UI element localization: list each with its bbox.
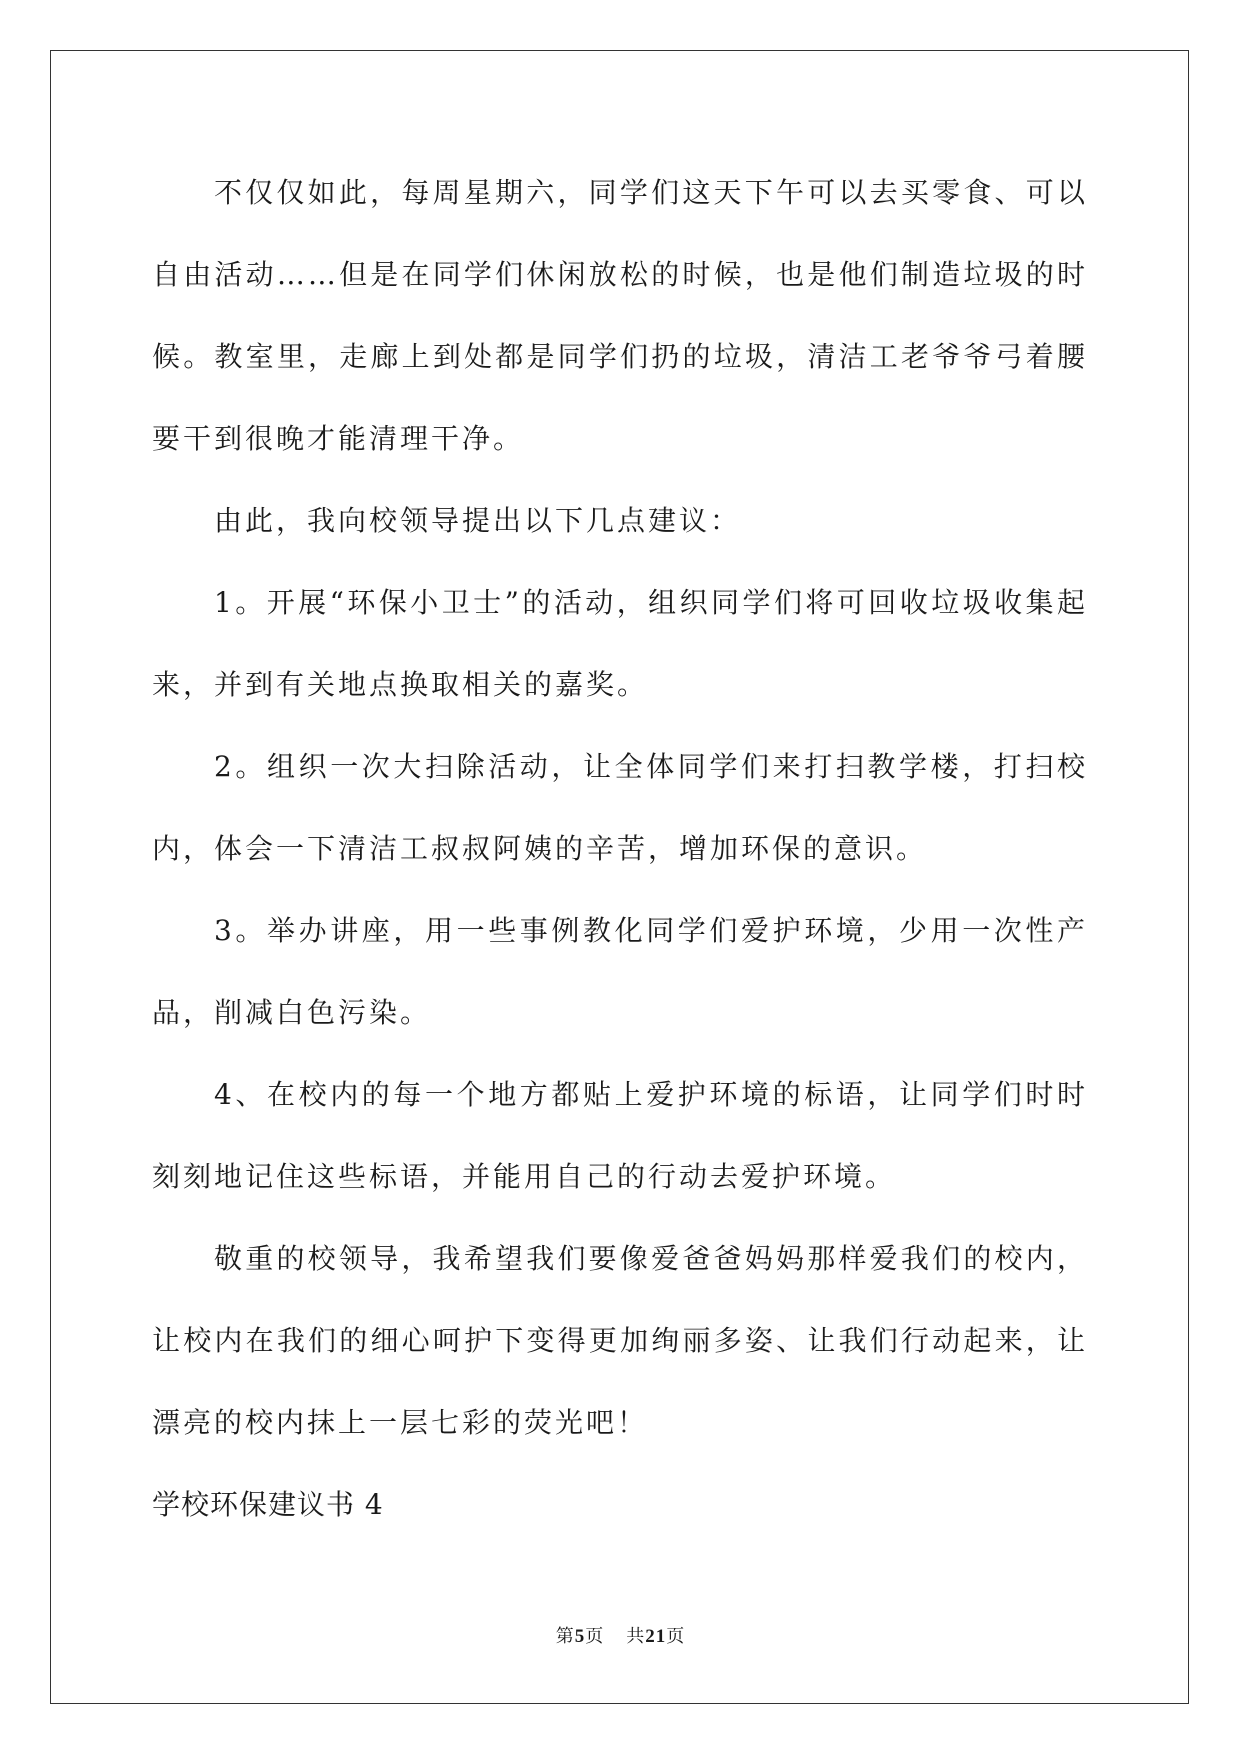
page-suffix: 页 — [585, 1626, 605, 1647]
page-number: 5 — [574, 1626, 586, 1647]
total-suffix: 页 — [666, 1626, 686, 1647]
section-heading: 学校环保建议书 4 — [152, 1488, 384, 1521]
paragraph-suggestion-3: 3。举办讲座，用一些事例教化同学们爱护环境，少用一次性产品，削减白色污染。 — [152, 914, 1088, 1029]
paragraph-closing: 敬重的校领导，我希望我们要像爱爸爸妈妈那样爱我们的校内，让校内在我们的细心呵护下变得更加绚丽多姿、让我们行动起来，让漂亮的校内抹上一层七彩的荧光吧！ — [152, 1242, 1088, 1439]
paragraph-suggestions-intro: 由此，我向校领导提出以下几点建议： — [214, 504, 742, 537]
paragraph-suggestion-1: 1。开展“环保小卫士”的活动，组织同学们将可回收垃圾收集起来，并到有关地点换取相关的嘉奖。 — [152, 586, 1088, 701]
document-body — [152, 152, 1088, 1546]
total-prefix: 共 — [626, 1626, 646, 1647]
page-prefix: 第 — [555, 1626, 575, 1647]
paragraph-suggestion-4: 4、在校内的每一个地方都贴上爱护环境的标语，让同学们时时刻刻地记住这些标语，并能用自己的行动去爱护环境。 — [152, 1078, 1088, 1193]
page-footer — [0, 1622, 1241, 1648]
paragraph-suggestion-2: 2。组织一次大扫除活动，让全体同学们来打扫教学楼，打扫校内，体会一下清洁工叔叔阿姨的辛苦，增加环保的意识。 — [152, 750, 1088, 865]
paragraph-weekend-litter: 不仅仅如此，每周星期六，同学们这天下午可以去买零食、可以自由活动……但是在同学们休闲放松的时候，也是他们制造垃圾的时候。教室里，走廊上到处都是同学们扔的垃圾，清洁工老爷爷弓着腰要干到很晚才能清理干净。 — [152, 176, 1088, 455]
total-pages: 21 — [645, 1626, 667, 1647]
